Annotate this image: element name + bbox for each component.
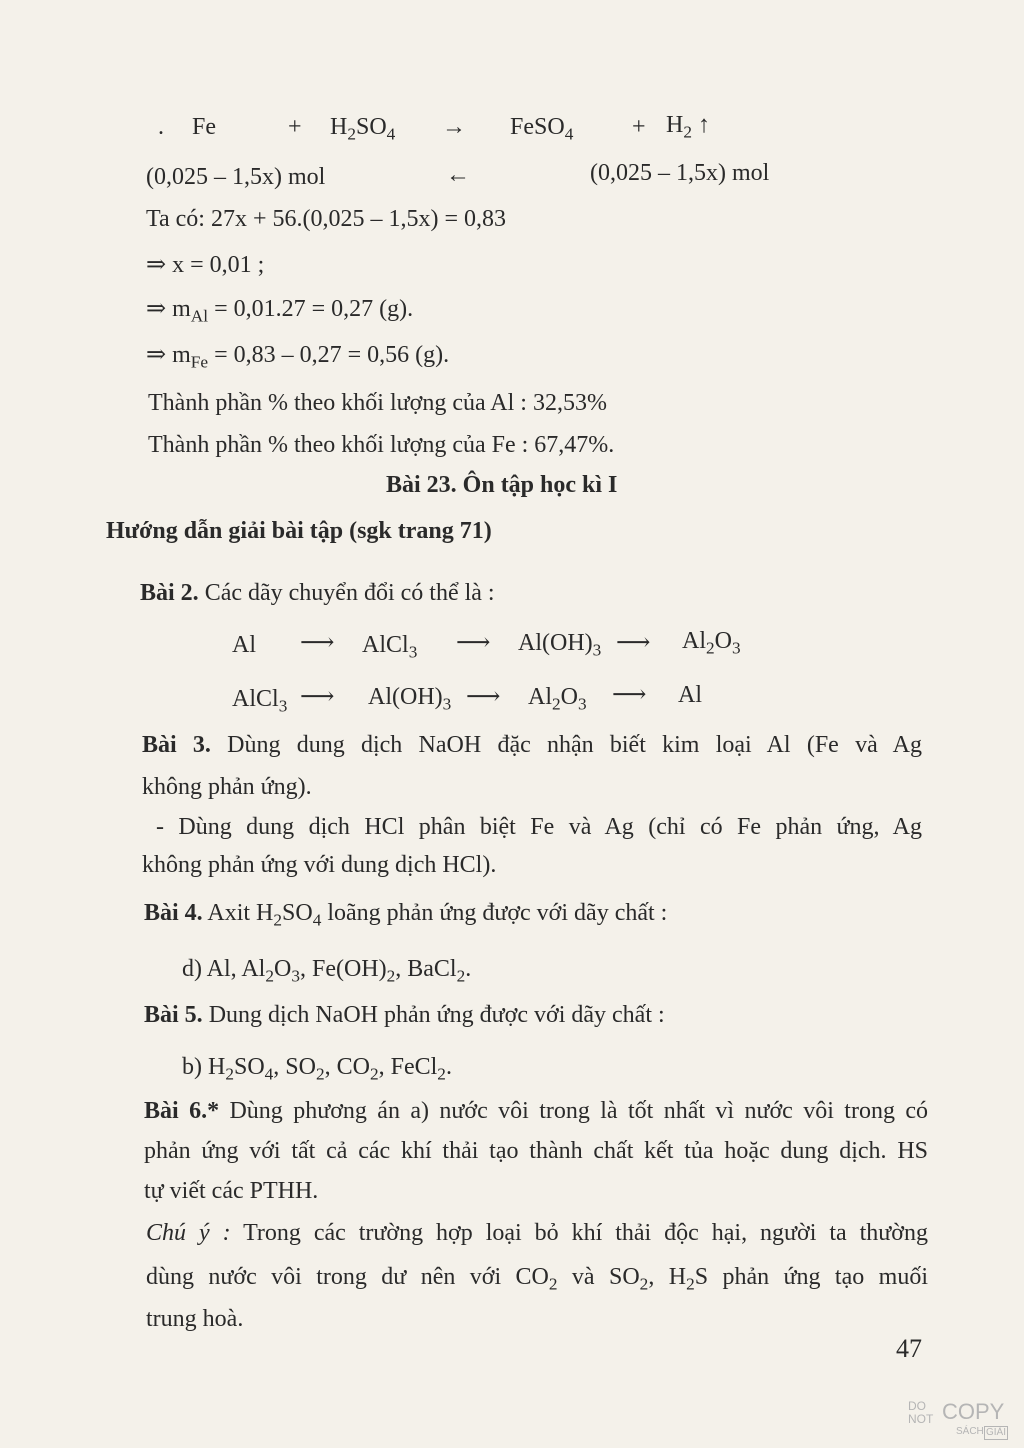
bai2-intro: Bài 2. Các dãy chuyển đổi có thể là : [140,580,495,606]
chain1-aloh3: $Al(OH)_3$ [518,630,602,660]
bai6-line3: tự viết các PTHH. [144,1178,319,1204]
mol-left: (0,025 – 1,5x) mol [146,164,326,190]
bai3-line3: - Dùng dung dịch HCl phân biệt Fe và Ag (chỉ có Fe phản ứng, Ag [156,814,922,840]
percent-al: Thành phần % theo khối lượng của Al : 32,53% [148,390,607,416]
bai5-answer: b) $H_2SO_4$, $SO_2$, $CO_2$, FeCl$_2$. [182,1054,452,1084]
page-number: 47 [896,1334,922,1363]
product-feso4: FeSO$_4$ [510,114,574,144]
result-x: ⇒ x = 0,01 ; [146,252,265,278]
bai4-text: Bài 4. Axit $H_2SO_4$ loãng phản ứng được với dãy chất : [144,900,668,930]
note-line3: trung hoà. [146,1306,244,1332]
bai6-line1: Bài 6.* Dùng phương án a) nước vôi trong là tốt nhất vì nước vôi trong có [144,1098,928,1124]
equation-ta-co: Ta có: 27x + 56.(0,025 – 1,5x) = 0,83 [146,206,507,232]
chain1-alcl3: AlCl$_3$ [362,632,418,662]
bai3-line1: Bài 3. Dùng dung dịch NaOH đặc nhận biết kim loại Al (Fe và Ag [142,732,922,758]
reactant-fe: Fe [192,114,216,140]
reactant-h2so4: $H_2SO_4$ [330,114,396,144]
bai6-line2: phản ứng với tất cả các khí thải tạo thành chất kết tủa hoặc dung dịch. HS [144,1138,928,1164]
chain2-al: Al [678,682,702,708]
bai3-line2: không phản ứng). [142,774,312,800]
plus-sign: + [632,114,646,140]
mol-arrow: ← [446,162,470,188]
result-m-al: ⇒ $m_{Al} = 0,01.27 = 0,27$ (g). [146,296,414,326]
bullet-dot: . [158,114,164,140]
watermark-not: NOT [908,1412,934,1426]
chain1-al: Al [232,632,256,658]
bai3-line4: không phản ứng với dung dịch HCl). [142,852,497,878]
chain2-aloh3: $Al(OH)_3$ [368,684,452,714]
watermark-brand: SÁCH [956,1426,984,1437]
result-m-fe: ⇒ $m_{Fe} = 0,83 - 0,27 = 0,56$ (g). [146,342,450,372]
watermark-logo [908,1400,1014,1442]
watermark-copy: COPY [942,1399,1005,1424]
note-line2: dùng nước vôi trong dư nên với $CO_2$ và $SO_2$, $H_2S$ phản ứng tạo muối [146,1264,928,1294]
chain-arrow: ⟶ [466,684,501,710]
chain-arrow: ⟶ [300,684,335,710]
chain2-al2o3: $Al_2O_3$ [528,684,587,714]
watermark-brand2: GIẢI [986,1427,1007,1438]
plus-sign: + [288,114,302,140]
watermark-do: DO [908,1399,926,1413]
bai4-answer: d) Al, $Al_2O_3$, $Fe(OH)_2$, BaCl$_2$. [182,956,472,986]
chain-arrow: ⟶ [456,630,491,656]
chain-arrow: ⟶ [616,630,651,656]
section-title: Bài 23. Ôn tập học kì I [386,472,618,498]
percent-fe: Thành phần % theo khối lượng của Fe : 67,47%. [148,432,615,458]
chain1-al2o3: $Al_2O_3$ [682,628,741,658]
chain-arrow: ⟶ [300,630,335,656]
chain-arrow: ⟶ [612,682,647,708]
note-line1: Chú ý : Trong các trường hợp loại bỏ khí thải độc hại, người ta thường [146,1220,928,1246]
product-h2-gas: $H_2$ ↑ [666,112,710,142]
chain2-alcl3: AlCl$_3$ [232,686,288,716]
bai5-text: Bài 5. Dung dịch NaOH phản ứng được với dãy chất : [144,1002,665,1028]
mol-right: (0,025 – 1,5x) mol [590,160,770,186]
reaction-arrow: → [442,114,466,140]
subheading: Hướng dẫn giải bài tập (sgk trang 71) [106,518,492,544]
